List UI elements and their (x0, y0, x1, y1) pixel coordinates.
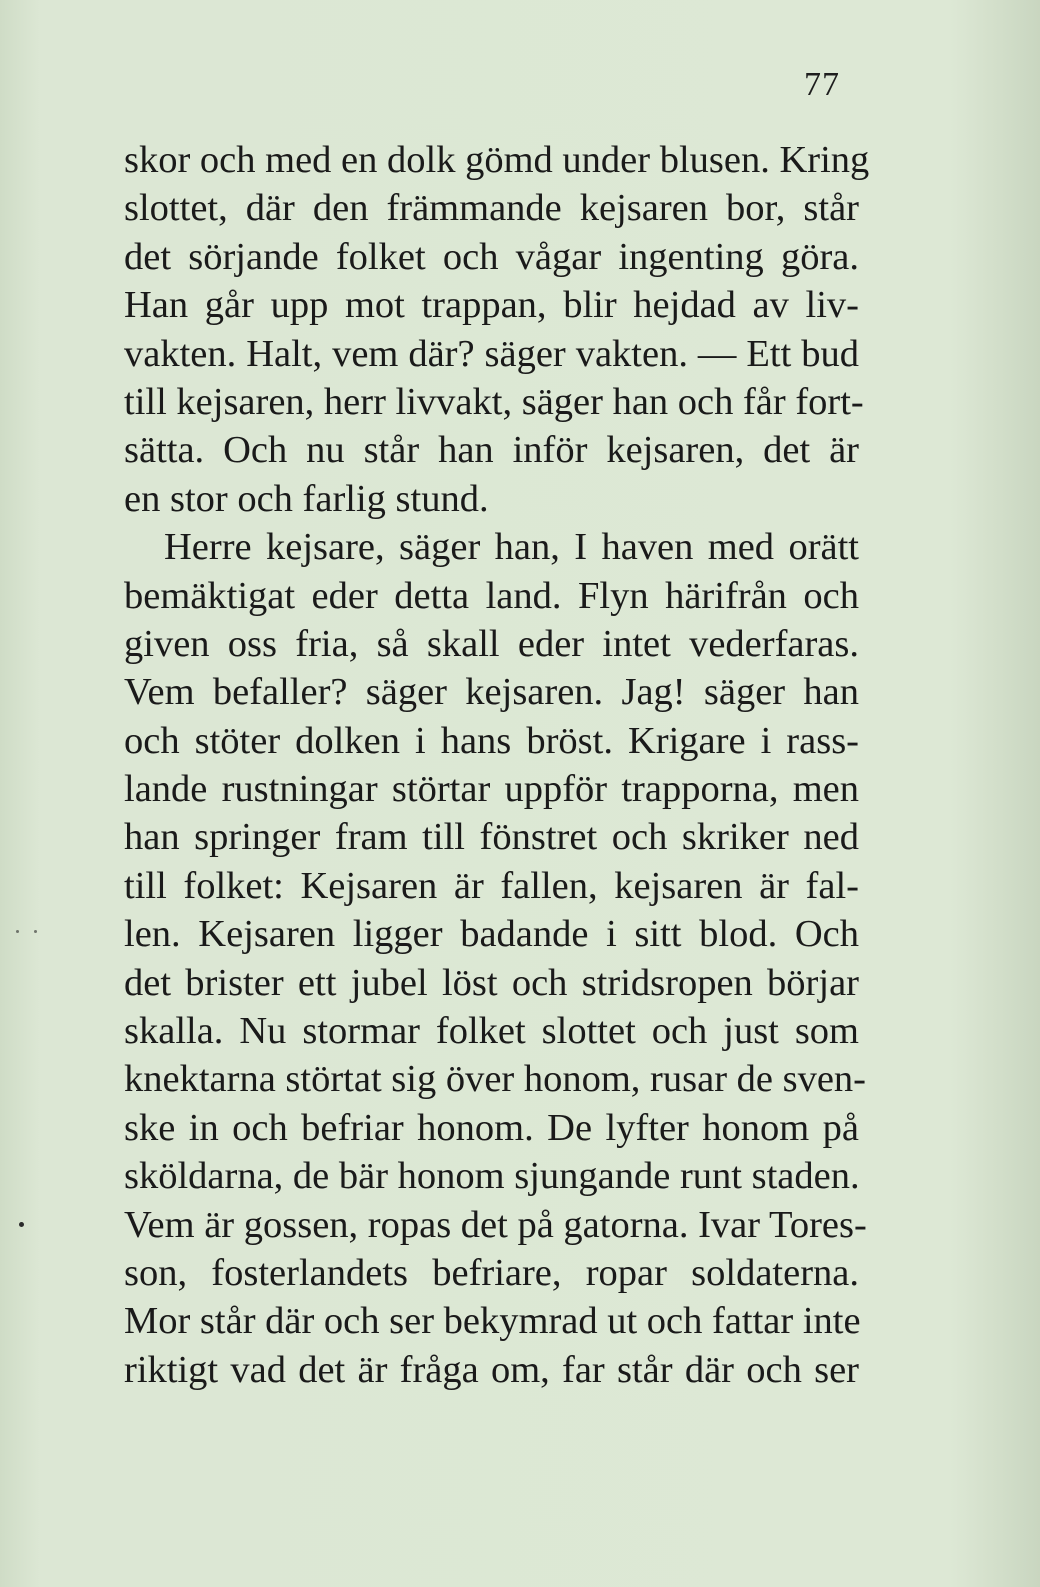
text-line: till folket: Kejsaren är fallen, kejsaren är fal- (124, 864, 859, 907)
text-line: skalla. Nu stormar folket slottet och just som (124, 1010, 859, 1053)
page-number: 77 (804, 66, 840, 103)
text-line: lande rustningar störtar uppför trapporna, men (124, 768, 859, 811)
text-line: en stor och farlig stund. (124, 477, 489, 520)
text-line: sköldarna, de bär honom sjungande runt staden. (124, 1155, 860, 1198)
text-line: Mor står där och ser bekymrad ut och fattar inte (124, 1300, 861, 1343)
text-line: bemäktigat eder detta land. Flyn härifrån och (124, 574, 859, 617)
text-line: han springer fram till fönstret och skriker ned (124, 816, 859, 859)
text-line: sätta. Och nu står han inför kejsaren, det är (124, 429, 859, 472)
text-line: vakten. Halt, vem där? säger vakten. — Ett bud (124, 332, 859, 375)
text-line: given oss fria, så skall eder intet vederfaras. (124, 622, 859, 665)
text-line: Vem befaller? säger kejsaren. Jag! säger han (124, 671, 859, 714)
text-line: riktigt vad det är fråga om, far står där och ser (124, 1348, 859, 1391)
ink-speck (16, 930, 19, 933)
text-line: till kejsaren, herr livvakt, säger han och får fort- (124, 380, 864, 423)
text-line: knektarna störtat sig över honom, rusar de sven- (124, 1058, 866, 1101)
text-line: son, fosterlandets befriare, ropar soldaterna. (124, 1251, 859, 1294)
text-line: Vem är gossen, ropas det på gatorna. Ivar Tores- (124, 1203, 867, 1246)
ink-speck (19, 1222, 24, 1227)
text-line: det brister ett jubel löst och stridsropen börjar (124, 961, 859, 1004)
ink-speck (34, 930, 37, 933)
text-line: len. Kejsaren ligger badande i sitt blod. Och (124, 913, 859, 956)
text-line: och stöter dolken i hans bröst. Krigare i rass- (124, 719, 859, 762)
text-line: ske in och befriar honom. De lyfter honom på (124, 1106, 859, 1149)
body-text (124, 136, 870, 1394)
text-line: slottet, där den främmande kejsaren bor, står (124, 187, 859, 230)
text-line: det sörjande folket och vågar ingenting göra. (124, 235, 859, 278)
text-line: Han går upp mot trappan, blir hejdad av liv- (124, 284, 859, 327)
text-line: Herre kejsare, säger han, I haven med orätt (164, 526, 859, 569)
text-line: skor och med en dolk gömd under blusen. Kring (124, 139, 870, 181)
